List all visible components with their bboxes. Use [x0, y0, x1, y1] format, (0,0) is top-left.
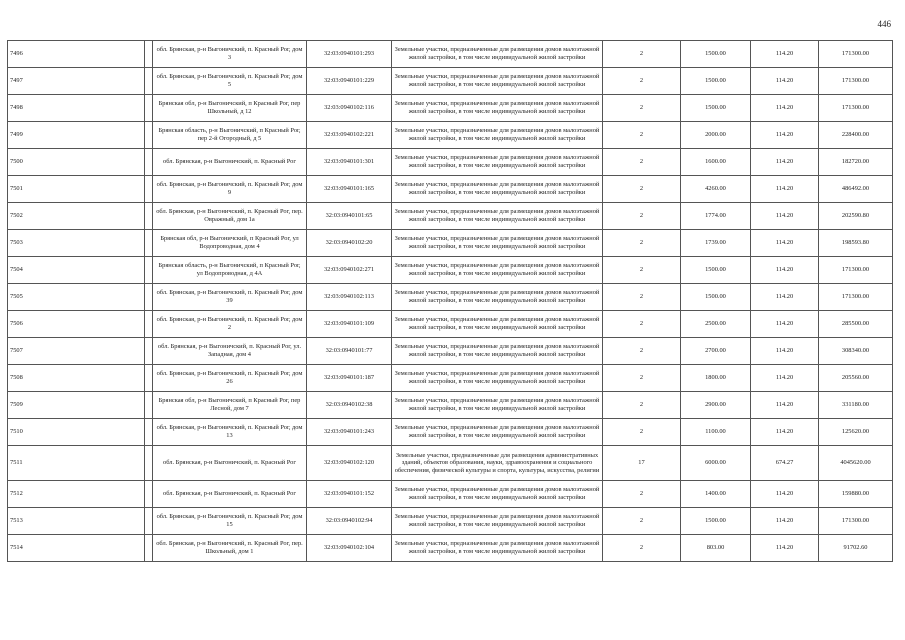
empty-cell [145, 95, 153, 122]
land-use-cell: Земельные участки, предназначенные для размещения домов малоэтажной жилой застройки, в том числе индивидуальной жилой застройки [392, 508, 603, 535]
specific-value-cell: 114.20 [751, 122, 819, 149]
cadastral-value-cell: 228400.00 [819, 122, 893, 149]
cadastral-number-cell: 32:03:0940101:152 [307, 481, 392, 508]
empty-cell [145, 535, 153, 562]
group-code-cell: 2 [603, 122, 681, 149]
cadastral-number-cell: 32:03:0940101:293 [307, 41, 392, 68]
table-row [8, 508, 893, 535]
row-number-cell: 7503 [8, 230, 145, 257]
group-code-cell: 2 [603, 41, 681, 68]
table-row [8, 338, 893, 365]
address-cell: Брянская обл, р-н Выгоничский, п Красный Рог, ул Водопроводная, дом 4 [153, 230, 307, 257]
empty-cell [145, 446, 153, 481]
area-cell: 1774.00 [681, 203, 751, 230]
specific-value-cell: 114.20 [751, 149, 819, 176]
specific-value-cell: 114.20 [751, 508, 819, 535]
table-row [8, 365, 893, 392]
table-body [8, 41, 893, 562]
specific-value-cell: 114.20 [751, 392, 819, 419]
area-cell: 1100.00 [681, 419, 751, 446]
specific-value-cell: 114.20 [751, 68, 819, 95]
group-code-cell: 2 [603, 311, 681, 338]
row-number-cell: 7500 [8, 149, 145, 176]
cadastral-value-cell: 198593.80 [819, 230, 893, 257]
empty-cell [145, 176, 153, 203]
address-cell: обл. Брянская, р-н Выгоничский, п. Красный Рог [153, 446, 307, 481]
land-use-cell: Земельные участки, предназначенные для размещения домов малоэтажной жилой застройки, в том числе индивидуальной жилой застройки [392, 230, 603, 257]
specific-value-cell: 114.20 [751, 311, 819, 338]
area-cell: 2900.00 [681, 392, 751, 419]
cadastral-value-cell: 308340.00 [819, 338, 893, 365]
row-number-cell: 7509 [8, 392, 145, 419]
cadastral-value-cell: 486492.00 [819, 176, 893, 203]
specific-value-cell: 674.27 [751, 446, 819, 481]
empty-cell [145, 257, 153, 284]
group-code-cell: 2 [603, 419, 681, 446]
cadastral-value-cell: 171300.00 [819, 284, 893, 311]
specific-value-cell: 114.20 [751, 365, 819, 392]
row-number-cell: 7505 [8, 284, 145, 311]
cadastral-value-cell: 125620.00 [819, 419, 893, 446]
row-number-cell: 7513 [8, 508, 145, 535]
area-cell: 4260.00 [681, 176, 751, 203]
land-use-cell: Земельные участки, предназначенные для размещения домов малоэтажной жилой застройки, в том числе индивидуальной жилой застройки [392, 419, 603, 446]
table-row [8, 230, 893, 257]
specific-value-cell: 114.20 [751, 284, 819, 311]
cadastral-number-cell: 32:03:0940101:187 [307, 365, 392, 392]
land-use-cell: Земельные участки, предназначенные для размещения домов малоэтажной жилой застройки, в том числе индивидуальной жилой застройки [392, 203, 603, 230]
table-row [8, 535, 893, 562]
address-cell: Брянская область, р-н Выгоничский, п Красный Рог, ул Водопроводная, д 4А [153, 257, 307, 284]
cadastral-number-cell: 32:03:0940101:65 [307, 203, 392, 230]
address-cell: обл. Брянская, р-н Выгоничский, п. Красный Рог [153, 481, 307, 508]
address-cell: Брянская обл, р-н Выгоничский, п Красный Рог, пер Школьный, д 12 [153, 95, 307, 122]
land-use-cell: Земельные участки, предназначенные для размещения домов малоэтажной жилой застройки, в том числе индивидуальной жилой застройки [392, 535, 603, 562]
cadastral-number-cell: 32:03:0940102:271 [307, 257, 392, 284]
cadastral-number-cell: 32:03:0940102:38 [307, 392, 392, 419]
cadastral-value-cell: 171300.00 [819, 41, 893, 68]
empty-cell [145, 41, 153, 68]
group-code-cell: 2 [603, 257, 681, 284]
specific-value-cell: 114.20 [751, 481, 819, 508]
land-use-cell: Земельные участки, предназначенные для размещения домов малоэтажной жилой застройки, в том числе индивидуальной жилой застройки [392, 68, 603, 95]
group-code-cell: 2 [603, 284, 681, 311]
table-row [8, 149, 893, 176]
cadastral-number-cell: 32:03:0940102:20 [307, 230, 392, 257]
empty-cell [145, 68, 153, 95]
group-code-cell: 2 [603, 365, 681, 392]
land-use-cell: Земельные участки, предназначенные для размещения домов малоэтажной жилой застройки, в том числе индивидуальной жилой застройки [392, 257, 603, 284]
table-row [8, 41, 893, 68]
cadastral-value-cell: 91702.60 [819, 535, 893, 562]
row-number-cell: 7511 [8, 446, 145, 481]
table-row [8, 284, 893, 311]
group-code-cell: 2 [603, 203, 681, 230]
cadastral-value-cell: 4045620.00 [819, 446, 893, 481]
area-cell: 1800.00 [681, 365, 751, 392]
cadastral-number-cell: 32:03:0940102:120 [307, 446, 392, 481]
area-cell: 1600.00 [681, 149, 751, 176]
row-number-cell: 7497 [8, 68, 145, 95]
table-row [8, 68, 893, 95]
cadastral-value-cell: 159880.00 [819, 481, 893, 508]
specific-value-cell: 114.20 [751, 176, 819, 203]
address-cell: обл. Брянская, р-н Выгоничский, п. Красный Рог, дом 3 [153, 41, 307, 68]
land-use-cell: Земельные участки, предназначенные для размещения домов малоэтажной жилой застройки, в том числе индивидуальной жилой застройки [392, 149, 603, 176]
group-code-cell: 2 [603, 508, 681, 535]
cadastral-number-cell: 32:03:0940102:113 [307, 284, 392, 311]
cadastral-number-cell: 32:03:0940101:301 [307, 149, 392, 176]
cadastral-number-cell: 32:03:0940102:221 [307, 122, 392, 149]
cadastral-value-cell: 285500.00 [819, 311, 893, 338]
area-cell: 803.00 [681, 535, 751, 562]
row-number-cell: 7508 [8, 365, 145, 392]
row-number-cell: 7514 [8, 535, 145, 562]
land-use-cell: Земельные участки, предназначенные для размещения домов малоэтажной жилой застройки, в том числе индивидуальной жилой застройки [392, 365, 603, 392]
land-use-cell: Земельные участки, предназначенные для размещения домов малоэтажной жилой застройки, в том числе индивидуальной жилой застройки [392, 122, 603, 149]
cadastral-value-cell: 171300.00 [819, 68, 893, 95]
specific-value-cell: 114.20 [751, 338, 819, 365]
area-cell: 2500.00 [681, 311, 751, 338]
address-cell: обл. Брянская, р-н Выгоничский, п. Красный Рог, дом 9 [153, 176, 307, 203]
table-row [8, 122, 893, 149]
specific-value-cell: 114.20 [751, 203, 819, 230]
area-cell: 1500.00 [681, 508, 751, 535]
area-cell: 6000.00 [681, 446, 751, 481]
address-cell: обл. Брянская, р-н Выгоничский, п. Красный Рог [153, 149, 307, 176]
cadastral-number-cell: 32:03:0940101:243 [307, 419, 392, 446]
land-use-cell: Земельные участки, предназначенные для размещения домов малоэтажной жилой застройки, в том числе индивидуальной жилой застройки [392, 481, 603, 508]
address-cell: Брянская область, р-н Выгоничский, п Красный Рог, пер 2-й Огородный, д 5 [153, 122, 307, 149]
specific-value-cell: 114.20 [751, 257, 819, 284]
land-use-cell: Земельные участки, предназначенные для размещения домов малоэтажной жилой застройки, в том числе индивидуальной жилой застройки [392, 284, 603, 311]
specific-value-cell: 114.20 [751, 95, 819, 122]
address-cell: обл. Брянская, р-н Выгоничский, п. Красный Рог, дом 39 [153, 284, 307, 311]
area-cell: 1739.00 [681, 230, 751, 257]
row-number-cell: 7498 [8, 95, 145, 122]
cadastral-value-cell: 205560.00 [819, 365, 893, 392]
cadastral-value-cell: 171300.00 [819, 257, 893, 284]
cadastral-value-cell: 331180.00 [819, 392, 893, 419]
specific-value-cell: 114.20 [751, 230, 819, 257]
empty-cell [145, 338, 153, 365]
row-number-cell: 7496 [8, 41, 145, 68]
cadastral-number-cell: 32:03:0940102:94 [307, 508, 392, 535]
area-cell: 1500.00 [681, 257, 751, 284]
cadastral-value-cell: 202590.80 [819, 203, 893, 230]
area-cell: 1500.00 [681, 41, 751, 68]
row-number-cell: 7499 [8, 122, 145, 149]
empty-cell [145, 392, 153, 419]
row-number-cell: 7507 [8, 338, 145, 365]
address-cell: обл. Брянская, р-н Выгоничский, п. Красный Рог, ул. Западная, дом 4 [153, 338, 307, 365]
cadastral-number-cell: 32:03:0940101:77 [307, 338, 392, 365]
land-use-cell: Земельные участки, предназначенные для размещения домов малоэтажной жилой застройки, в том числе индивидуальной жилой застройки [392, 41, 603, 68]
empty-cell [145, 481, 153, 508]
cadastral-value-cell: 182720.00 [819, 149, 893, 176]
address-cell: обл. Брянская, р-н Выгоничский, п. Красный Рог, дом 26 [153, 365, 307, 392]
area-cell: 1500.00 [681, 284, 751, 311]
table-row [8, 392, 893, 419]
land-use-cell: Земельные участки, предназначенные для размещения домов малоэтажной жилой застройки, в том числе индивидуальной жилой застройки [392, 338, 603, 365]
group-code-cell: 2 [603, 230, 681, 257]
table-row [8, 446, 893, 481]
row-number-cell: 7501 [8, 176, 145, 203]
empty-cell [145, 508, 153, 535]
address-cell: Брянская обл, р-н Выгоничский, п Красный Рог, пер Лесной, дом 7 [153, 392, 307, 419]
area-cell: 1400.00 [681, 481, 751, 508]
empty-cell [145, 419, 153, 446]
address-cell: обл. Брянская, р-н Выгоничский, п. Красный Рог, дом 15 [153, 508, 307, 535]
address-cell: обл. Брянская, р-н Выгоничский, п. Красный Рог, дом 2 [153, 311, 307, 338]
land-use-cell: Земельные участки, предназначенные для размещения домов малоэтажной жилой застройки, в том числе индивидуальной жилой застройки [392, 311, 603, 338]
table-row [8, 419, 893, 446]
specific-value-cell: 114.20 [751, 419, 819, 446]
empty-cell [145, 230, 153, 257]
group-code-cell: 2 [603, 95, 681, 122]
group-code-cell: 2 [603, 149, 681, 176]
specific-value-cell: 114.20 [751, 535, 819, 562]
area-cell: 2700.00 [681, 338, 751, 365]
empty-cell [145, 284, 153, 311]
row-number-cell: 7504 [8, 257, 145, 284]
group-code-cell: 2 [603, 535, 681, 562]
row-number-cell: 7512 [8, 481, 145, 508]
cadastral-number-cell: 32:03:0940101:109 [307, 311, 392, 338]
table-row [8, 257, 893, 284]
cadastral-value-cell: 171300.00 [819, 95, 893, 122]
row-number-cell: 7510 [8, 419, 145, 446]
area-cell: 2000.00 [681, 122, 751, 149]
cadastral-number-cell: 32:03:0940101:165 [307, 176, 392, 203]
empty-cell [145, 149, 153, 176]
table-row [8, 176, 893, 203]
land-use-cell: Земельные участки, предназначенные для размещения домов малоэтажной жилой застройки, в том числе индивидуальной жилой застройки [392, 95, 603, 122]
area-cell: 1500.00 [681, 95, 751, 122]
empty-cell [145, 311, 153, 338]
page-number: 446 [877, 19, 891, 29]
area-cell: 1500.00 [681, 68, 751, 95]
address-cell: обл. Брянская, р-н Выгоничский, п. Красный Рог, дом 13 [153, 419, 307, 446]
table-row [8, 481, 893, 508]
row-number-cell: 7502 [8, 203, 145, 230]
address-cell: обл. Брянская, р-н Выгоничский, п. Красный Рог, дом 5 [153, 68, 307, 95]
cadastral-number-cell: 32:03:0940102:104 [307, 535, 392, 562]
table-row [8, 203, 893, 230]
empty-cell [145, 365, 153, 392]
empty-cell [145, 203, 153, 230]
table-row [8, 95, 893, 122]
cadastral-number-cell: 32:03:0940102:116 [307, 95, 392, 122]
group-code-cell: 2 [603, 481, 681, 508]
group-code-cell: 2 [603, 176, 681, 203]
address-cell: обл. Брянская, р-н Выгоничский, п. Красный Рог, пер. Овражный, дом 1а [153, 203, 307, 230]
group-code-cell: 17 [603, 446, 681, 481]
land-use-cell: Земельные участки, предназначенные для размещения домов малоэтажной жилой застройки, в том числе индивидуальной жилой застройки [392, 176, 603, 203]
empty-cell [145, 122, 153, 149]
cadastral-value-cell: 171300.00 [819, 508, 893, 535]
cadastral-number-cell: 32:03:0940101:229 [307, 68, 392, 95]
group-code-cell: 2 [603, 338, 681, 365]
address-cell: обл. Брянская, р-н Выгоничский, п. Красный Рог, пер. Школьный, дом 1 [153, 535, 307, 562]
table-row [8, 311, 893, 338]
land-use-cell: Земельные участки, предназначенные для размещения домов малоэтажной жилой застройки, в том числе индивидуальной жилой застройки [392, 392, 603, 419]
land-use-cell: Земельные участки, предназначенные для размещения административных зданий, объектов образования, науки, здравоохранения и социального обеспечения, физической культуры и спорта, культуры, искусства, религии [392, 446, 603, 481]
group-code-cell: 2 [603, 68, 681, 95]
row-number-cell: 7506 [8, 311, 145, 338]
cadastral-value-table [7, 40, 893, 562]
group-code-cell: 2 [603, 392, 681, 419]
specific-value-cell: 114.20 [751, 41, 819, 68]
